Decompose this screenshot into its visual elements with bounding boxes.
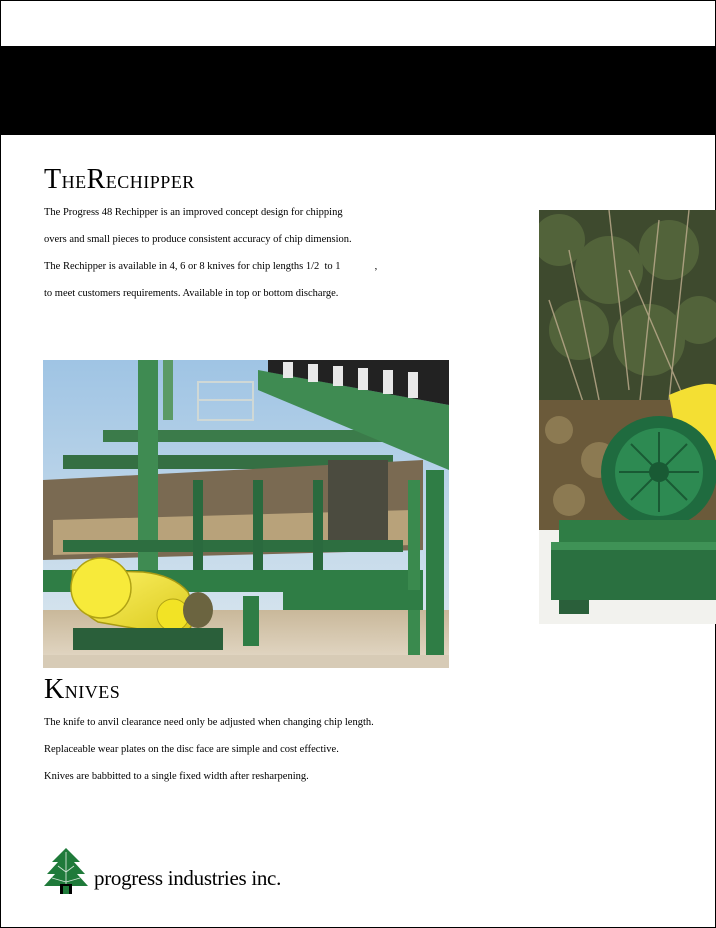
- section-heading-knives: KNIVES: [44, 674, 121, 705]
- header-band: [0, 46, 716, 135]
- rechipper-motor-photo: [539, 210, 716, 624]
- rechipper-line-3: The Rechipper is available in 4, 6 or 8 knives for chip lengths 1/2 to 1 ,: [44, 261, 378, 272]
- rechipper-installation-photo: [43, 360, 449, 668]
- section-heading-rechipper: THERECHIPPER: [44, 164, 195, 195]
- rechipper-line-4: to meet customers requirements. Available in top or bottom discharge.: [44, 288, 339, 299]
- knives-line-2: Replaceable wear plates on the disc face are simple and cost effective.: [44, 744, 339, 755]
- rechipper-line-1: The Progress 48 Rechipper is an improved concept design for chipping: [44, 207, 343, 218]
- company-name: progress industries inc.: [94, 866, 282, 890]
- company-logo: [44, 848, 304, 896]
- rechipper-description: [44, 199, 444, 307]
- rechipper-line-2: overs and small pieces to produce consistent accuracy of chip dimension.: [44, 234, 352, 245]
- knives-description: [44, 709, 444, 790]
- tree-icon: [44, 848, 88, 899]
- knives-line-3: Knives are babbitted to a single fixed width after resharpening.: [44, 771, 309, 782]
- knives-line-1: The knife to anvil clearance need only be adjusted when changing chip length.: [44, 717, 374, 728]
